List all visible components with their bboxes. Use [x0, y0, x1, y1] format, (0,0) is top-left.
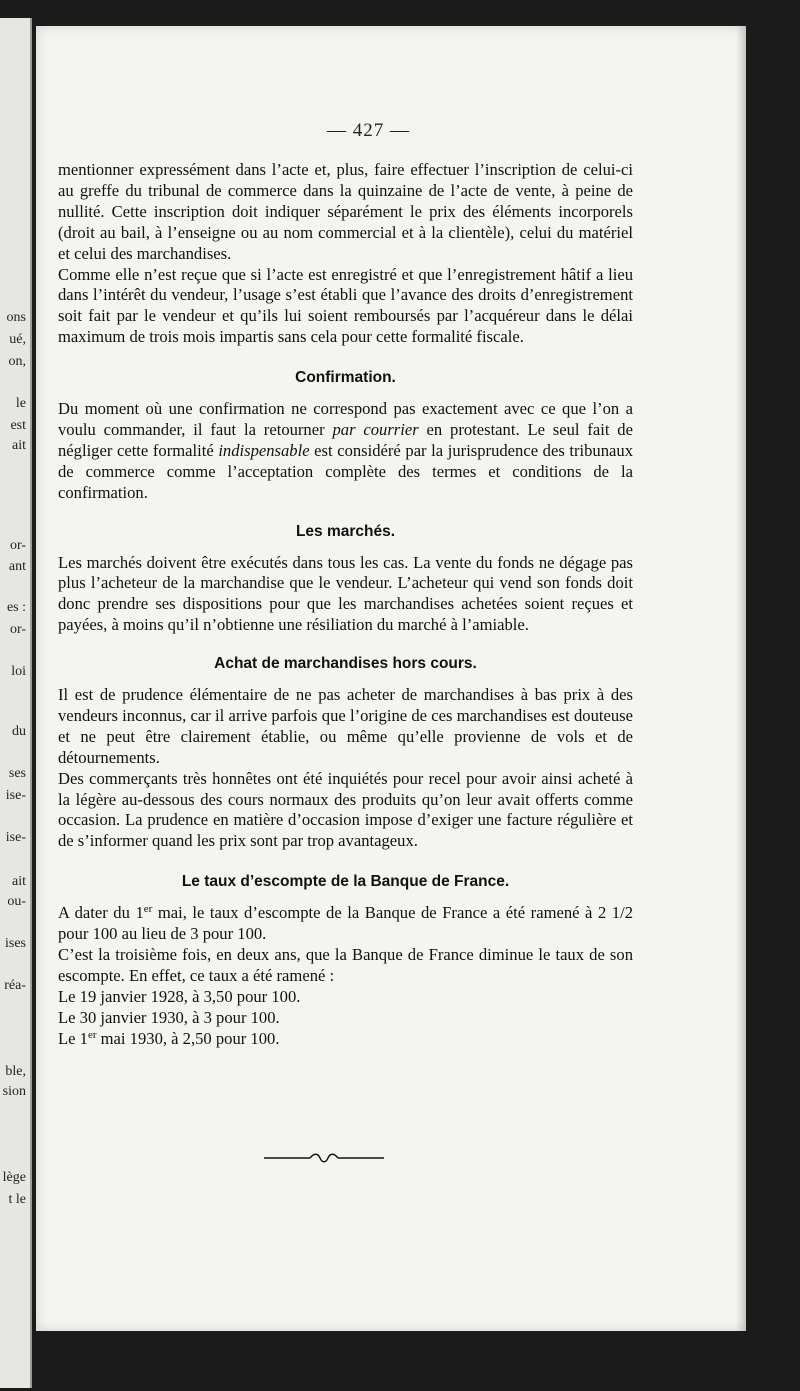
paragraph-achat-1: Il est de prudence élémentaire de ne pas acheter de marchandises à bas prix à des vendeurs inconnus, car il arrive parfois que l’origine de ces marchandises est douteuse et ne peut être clairement établie, ou même qu’elle provienne de vols et de détournements. — [58, 685, 633, 767]
margin-fragment: ait — [12, 874, 26, 889]
document-page — [36, 26, 746, 1331]
margin-fragment: or- — [9, 622, 26, 637]
page-number: — 427 — — [327, 120, 410, 141]
paragraph-achat-2: Des commerçants très honnêtes ont été inquiétés pour recel pour avoir ainsi acheté à la légère au-dessous des cours normaux des produits qu’on leur avait offerts comme occasion. La prudence en matière d’occasion impose d’exiger une facture régulière et de s’informer quand les prix sont par trop avantageux. — [58, 768, 633, 851]
rate-history-item: Le 1er mai 1930, à 2,50 pour 100. — [58, 1028, 280, 1048]
page-body — [58, 160, 633, 1050]
margin-fragment: ou- — [7, 894, 26, 909]
margin-fragment: ise- — [5, 788, 26, 803]
section-heading-marches: Les marchés. — [295, 522, 396, 540]
page-edge-shadow — [736, 26, 746, 1331]
paragraph-marches: Les marchés doivent être exécutés dans tous les cas. La vente du fonds ne dégage pas plus l’acheteur de la marchandise que le vendeur. L’acheteur qui vend son fonds doit donc prendre ses dispositions pour que les marchandises achetées soient reçues et payées, à moins qu’il n’obtienne une résiliation du marché à l’amiable. — [58, 552, 633, 635]
margin-fragment: réa- — [4, 978, 26, 993]
paragraph-escompte-1: A dater du 1er mai, le taux d’escompte de la Banque de France a été ramené à 2 1/2 pour 100 au lieu de 3 pour 100. — [58, 903, 633, 944]
paragraph: Comme elle n’est reçue que si l’acte est enregistré et que l’enregistrement hâtif a lieu dans l’intérêt du vendeur, l’usage s’est établi que l’avance des droits d’enregistrement soit fait par le vendeur et qu’ils lui soient remboursés par l’acquéreur dans le délai maximum de trois mois impartis sans cela pour cette formalité fiscale. — [58, 264, 633, 347]
margin-fragment: le — [15, 396, 26, 411]
rate-history-item: Le 19 janvier 1928, à 3,50 pour 100. — [58, 986, 301, 1006]
rate-history-item: Le 30 janvier 1930, à 3 pour 100. — [58, 1007, 280, 1027]
margin-fragment: ble, — [5, 1064, 26, 1079]
margin-fragment: ué, — [9, 332, 26, 347]
rule-with-flourish-icon — [264, 1152, 384, 1164]
margin-fragment: ise- — [5, 830, 26, 845]
margin-fragment: ons — [6, 310, 26, 325]
rate-history-list — [58, 987, 633, 1050]
margin-fragment: ant — [8, 559, 26, 574]
facing-page-edge — [0, 18, 32, 1388]
section-heading-confirmation: Confirmation. — [295, 369, 396, 387]
margin-fragment: es : — [6, 600, 26, 615]
section-heading-escompte: Le taux d’escompte de la Banque de France. — [181, 873, 510, 891]
section-heading-achat: Achat de marchandises hors cours. — [214, 655, 477, 673]
margin-fragment: sion — [2, 1084, 26, 1099]
paragraph-escompte-2: C’est la troisième fois, en deux ans, que la Banque de France diminue le taux de son escompte. En effet, ce taux a été ramené : — [58, 945, 633, 985]
margin-fragment: du — [12, 724, 26, 739]
margin-fragment: est — [10, 418, 26, 433]
margin-fragment: on, — [8, 354, 26, 369]
paragraph-confirmation: Du moment où une confirmation ne correspond pas exactement avec ce que l’on a voulu commander, il faut la retourner par courrier en protestant. Le seul fait de négliger cette formalité indispensable est considéré par la jurisprudence des tribunaux de commerce comme l’acceptation complète des termes et conditions de la confirmation. — [58, 399, 633, 502]
margin-fragment: or- — [9, 538, 26, 553]
margin-fragment: loi — [11, 664, 26, 679]
margin-fragment: ses — [8, 766, 26, 781]
paragraph: mentionner expressément dans l’acte et, plus, faire effectuer l’inscription de celui-ci au greffe du tribunal de commerce dans la quinzaine de l’acte de vente, à peine de nullité. Cette inscription doit indiquer séparément le prix des éléments incorporels (droit au bail, à l’enseigne ou au nom commercial et à la clientèle), celui du matériel et celui des marchandises. — [58, 160, 633, 263]
margin-fragment: ises — [5, 936, 26, 951]
margin-fragment: ait — [12, 438, 26, 453]
margin-fragment: t le — [8, 1192, 26, 1207]
margin-fragment: lège — [2, 1170, 26, 1185]
